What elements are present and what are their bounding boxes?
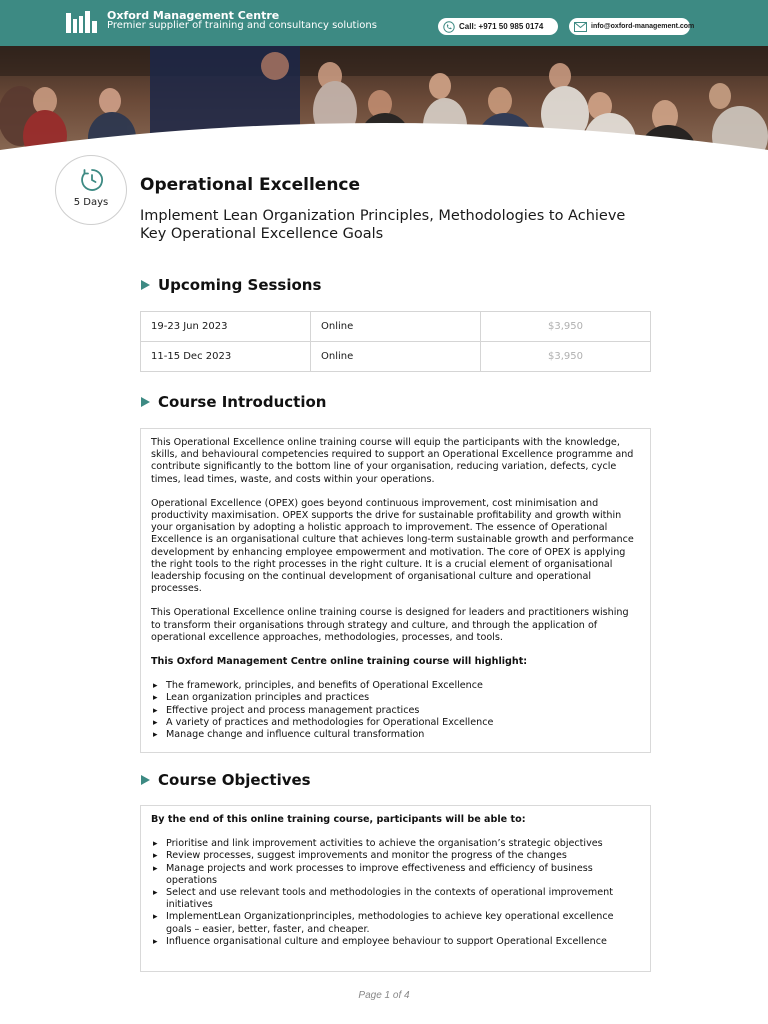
triangle-bullet-icon xyxy=(141,397,150,407)
session-price: $3,950 xyxy=(481,342,651,372)
list-item: ▸ Manage projects and work processes to improve effectiveness and efficiency of business operations xyxy=(151,863,640,887)
triangle-bullet-icon xyxy=(141,280,150,290)
clock-icon xyxy=(80,168,104,192)
course-subtitle: Implement Lean Organization Principles, Methodologies to Achieve Key Operational Excellence Goals xyxy=(140,208,626,242)
list-item: ▸ Prioritise and link improvement activities to achieve the organisation’s strategic objectives xyxy=(151,838,640,850)
phone-pill[interactable] xyxy=(438,18,558,35)
list-item: ▸ ImplementLean Organizationprinciples, methodologies to achieve key operational excellence goals – easier, better, faster, and cheaper. xyxy=(151,911,640,935)
session-location: Online xyxy=(311,312,481,342)
list-item: ▸ The framework, principles, and benefits of Operational Excellence xyxy=(151,680,640,692)
page-number: Page 1 of 4 xyxy=(358,990,410,1001)
brand-tagline: Premier supplier of training and consultancy solutions xyxy=(107,20,377,31)
list-item: ▸ Select and use relevant tools and methodologies in the contexts of operational improvement initiatives xyxy=(151,887,640,911)
objectives-list xyxy=(151,838,640,948)
intro-paragraph: This Operational Excellence online training course will equip the participants with the knowledge, skills, and behavioural competencies required to support an Operational Excellence programme and contribute significantly to the bottom line of your organisation, reducing variation, defects, cycle times, lead times, waste, and costs within your operations. xyxy=(151,437,634,485)
objectives-heading: By the end of this online training course, participants will be able to: xyxy=(151,814,526,825)
course-introduction-heading xyxy=(140,393,326,411)
objectives-box xyxy=(140,805,651,972)
course-introduction-label: Course Introduction xyxy=(158,393,327,411)
list-item: ▸ Manage change and influence cultural transformation xyxy=(151,729,640,741)
introduction-box xyxy=(140,428,651,753)
email-pill[interactable] xyxy=(569,18,695,35)
intro-paragraph: Operational Excellence (OPEX) goes beyond continuous improvement, cost minimisation and productivity maximisation. OPEX supports the drive for sustainable profitability and growth within your organisation by adopting a holistic approach to improvement. The essence of Operational Excellence is an organisational culture that achieves long-term sustainable growth and performance development by enhancing employee empowerment and motivation. The core of OPEX is applying the right tools to the right processes in the right culture. It is a crucial element of organisational leadership focusing on the continual development of organisational culture and operational processes. xyxy=(151,497,634,595)
header-bar xyxy=(0,0,768,46)
session-price: $3,950 xyxy=(481,312,651,342)
email-text: info@oxford-management.com xyxy=(591,23,695,30)
table-row[interactable] xyxy=(141,312,651,342)
list-item: ▸ Lean organization principles and practices xyxy=(151,692,640,704)
sessions-table xyxy=(140,311,651,372)
table-row[interactable] xyxy=(141,342,651,372)
brand-name: Oxford Management Centre xyxy=(107,9,280,22)
oxford-logo-icon xyxy=(66,11,98,33)
phone-icon xyxy=(443,21,455,33)
session-location: Online xyxy=(311,342,481,372)
intro-paragraph: This Operational Excellence online training course is designed for leaders and practitioners wishing to transform their organisations through strategy and culture, and through the application of operational excellence approaches, methodologies, processes, and tools. xyxy=(151,607,629,643)
upcoming-sessions-label: Upcoming Sessions xyxy=(158,276,322,294)
list-item: ▸ Review processes, suggest improvements and monitor the progress of the changes xyxy=(151,850,640,862)
upcoming-sessions-heading xyxy=(140,276,321,294)
duration-text: 5 Days xyxy=(73,197,109,208)
highlights-list xyxy=(151,680,640,741)
list-item: ▸ Effective project and process management practices xyxy=(151,705,640,717)
course-objectives-heading xyxy=(140,771,311,789)
envelope-icon xyxy=(574,22,587,32)
triangle-bullet-icon xyxy=(141,775,150,785)
list-item: ▸ A variety of practices and methodologies for Operational Excellence xyxy=(151,717,640,729)
banner-image xyxy=(0,46,768,156)
duration-badge xyxy=(55,155,127,225)
course-title: Operational Excellence xyxy=(140,175,361,195)
session-dates: 19-23 Jun 2023 xyxy=(141,312,311,342)
phone-text: Call: +971 50 985 0174 xyxy=(459,22,544,31)
highlight-heading: This Oxford Management Centre online training course will highlight: xyxy=(151,656,528,668)
list-item: ▸ Influence organisational culture and employee behaviour to support Operational Excellence xyxy=(151,936,640,948)
course-objectives-label: Course Objectives xyxy=(158,771,311,789)
session-dates: 11-15 Dec 2023 xyxy=(141,342,311,372)
